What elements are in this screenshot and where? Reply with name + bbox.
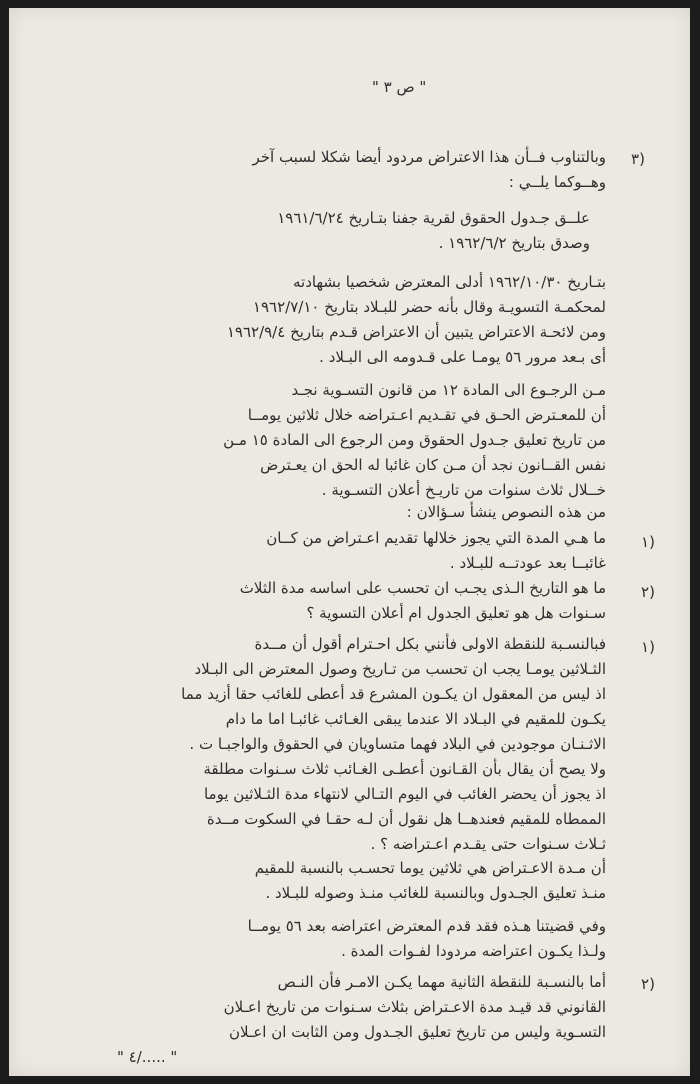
text-line: اذ ليس من المعقول ان يكـون المشرع قد أعطى للغائب حقا أزيد مما [181,685,606,703]
paragraph-law [46,378,606,503]
text-line: وهــوكما يلــي : [508,173,606,191]
text-line: أى بـعد مرور ٥٦ يومـا على قـدومه الى البـلاد . [319,348,606,366]
text-line: فبالنسـبة للنقطة الاولى فأنني بكل احـترام أقول أن مــدة [254,635,606,653]
text-line: أن مـدة الاعـتراض هي ثلاثين يوما تحسـب بالنسبة للمقيم [254,859,606,877]
text-line: من تاريخ تعليق جـدول الحقوق ومن الرجوع الى المادة ١٥ مـن [223,431,606,449]
text-line: سـنوات هل هو تعليق الجدول ام أعلان التسوية ؟ [306,604,606,622]
item-3-text [86,145,606,195]
question-2-text [86,576,606,626]
question-1-text [86,526,606,576]
text-line: ثـلاث سـنوات حتى يقـدم اعـتراضه ؟ . [370,835,606,853]
text-line: وصدق بتاريخ ١٩٦٢/٦/٢ . [438,234,590,252]
text-line: ولا يصح أن يقال بأن القـانون أعطـى الغـائب ثلاث سـنوات مطلقة [203,760,606,778]
case-paragraph [46,914,606,964]
text-line: أما بالنسـبة للنقطة الثانية مهما يكـن الامـر فأن النـص [277,973,606,991]
text-line: علــق جـدول الحقوق لقرية جفنا بتـاريخ ١٩٦١/٦/٢٤ [277,209,590,227]
document-page [9,8,690,1076]
question-intro: من هذه النصوص ينشأ سـؤالان : [406,503,606,521]
answer-1-text [46,632,606,857]
text-line: نفس القــانون نجد أن مـن كان غائبا له الحق ان يعـترض [260,456,606,474]
text-line: أن للمعـترض الحـق في تقـديم اعـتراضه خلال ثلاثين يومــا [247,406,606,424]
text-line: مـن الرجـوع الى المادة ١٢ من قانون التسـوية نجـد [291,381,606,399]
page-number: " ص ٣ " [372,78,427,96]
text-line: وفي قضيتنا هـذه فقد قدم المعترض اعتراضه بعد ٥٦ يومــا [247,917,606,935]
question-1-marker: ١) [641,533,655,551]
text-line: بتـاريخ ١٩٦٢/١٠/٣٠ أدلى المعترض شخصيا بشهادته [293,273,606,291]
answer-2-marker: ٢) [641,975,655,993]
text-line: الممطاه للمقيم فعندهــا هل نقول أن لـه حقـا في السكوت مــدة [206,810,606,828]
question-2-marker: ٢) [641,583,655,601]
text-line: منـذ تعليق الجـدول وبالنسبة للغائب منـذ وصوله للبـلاد . [265,884,606,902]
text-line: خــلال ثلاث سنوات من تاريـخ أعلان التسـوية . [321,481,606,499]
text-line: يكـون للمقيم في البـلاد الا عندما يبقى الغـائب غائبـا اما ما دام [225,710,606,728]
continuation-marker: " ٤/..... " [117,1048,178,1066]
answer-1-marker: ١) [641,638,655,656]
text-line: ومن لائحـة الاعتراض يتبين أن الاعتراض قـدم بتاريخ ١٩٦٢/٩/٤ [226,323,606,341]
conclusion-paragraph [46,856,606,906]
text-line: القانوني قد قيـد مدة الاعـتراض بثلاث سـنوات من تاريخ اعـلان [223,998,606,1016]
text-line: ما هو التاريخ الـذى يجـب ان تحسب على اساسه مدة الثلاث [239,579,606,597]
text-line: ما هـي المدة التي يجوز خلالها تقديم اعـتراض من كــان [266,529,606,547]
text-line: لمحكمـة التسويـة وقال بأنه حضر للبـلاد بتاريخ ١٩٦٢/٧/١٠ [252,298,606,316]
paragraph-dates [66,270,606,370]
text-line: غائبــا بعد عودتــه للبـلاد . [449,554,606,572]
text-line: ولـذا يكـون اعتراضه مردودا لفـوات المدة . [341,942,606,960]
text-line: الاثـنـان موجودين في البلاد فهما متساويان في الحقوق والواجبـا ت . [189,735,606,753]
answer-2-text [46,970,606,1045]
text-line: الثـلاثين يومـا يجب ان تحسب من تـاريخ وصول المعترض الى البـلاد [194,660,606,678]
item-3-marker: ٣) [631,150,645,168]
text-line: التسـوية وليس من تاريخ تعليق الجـدول ومن الثابت ان اعـلان [228,1023,606,1041]
quote-block [110,206,590,256]
text-line: وبالتناوب فــأن هذا الاعتراض مردود أيضا شكلا لسبب آخر [252,148,606,166]
text-line: اذ يجوز أن يحضر الغائب في اليوم التـالي لانتهاء مدة الثـلاثين يوما [203,785,606,803]
